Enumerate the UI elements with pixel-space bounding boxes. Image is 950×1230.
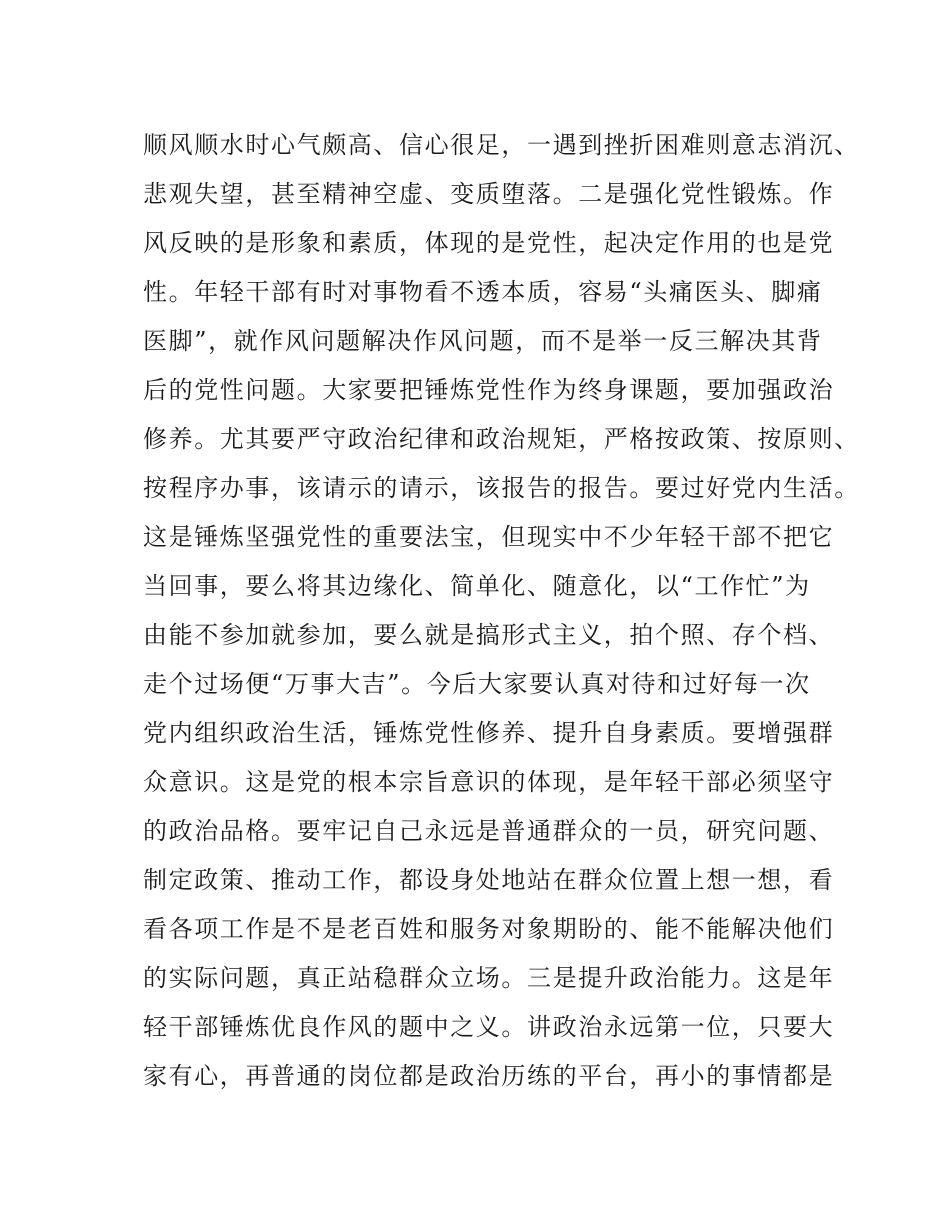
text-line-18: 的实际问题，真正站稳群众立场。三是提升政治能力。这是年 xyxy=(143,964,835,992)
text-line-19: 轻干部锤炼优良作风的题中之义。讲政治永远第一位，只要大 xyxy=(143,1013,835,1041)
body-text xyxy=(143,121,860,1101)
text-line-13: 党内组织政治生活，锤炼党性修养、提升自身素质。要增强群 xyxy=(143,719,835,747)
text-line-16: 制定政策、推动工作，都设身处地站在群众位置上想一想，看 xyxy=(143,866,835,894)
text-line-11: 由能不参加就参加，要么就是搞形式主义，拍个照、存个档、 xyxy=(143,621,835,649)
text-line-14: 众意识。这是党的根本宗旨意识的体现，是年轻干部必须坚守 xyxy=(143,768,835,796)
text-line-6: 后的党性问题。大家要把锤炼党性作为终身课题，要加强政治 xyxy=(143,376,835,404)
text-line-20: 家有心，再普通的岗位都是政治历练的平台，再小的事情都是 xyxy=(143,1062,835,1090)
text-line-15: 的政治品格。要牢记自己永远是普通群众的一员，研究问题、 xyxy=(143,817,835,845)
text-line-1: 顺风顺水时心气颇高、信心很足，一遇到挫折困难则意志消沉、 xyxy=(143,131,860,159)
text-line-3: 风反映的是形象和素质，体现的是党性，起决定作用的也是党 xyxy=(143,229,835,257)
text-line-12: 走个过场便“万事大吉”。今后大家要认真对待和过好每一次 xyxy=(143,670,811,698)
text-line-7: 修养。尤其要严守政治纪律和政治规矩，严格按政策、按原则、 xyxy=(143,425,860,453)
text-line-10: 当回事，要么将其边缘化、简单化、随意化，以“工作忙”为 xyxy=(143,572,811,600)
text-line-8: 按程序办事，该请示的请示，该报告的报告。要过好党内生活。 xyxy=(143,474,860,502)
text-line-5: 医脚”，就作风问题解决作风问题，而不是举一反三解决其背 xyxy=(143,327,823,355)
text-line-9: 这是锤炼坚强党性的重要法宝，但现实中不少年轻干部不把它 xyxy=(143,523,835,551)
text-line-17: 看各项工作是不是老百姓和服务对象期盼的、能不能解决他们 xyxy=(143,915,835,943)
text-line-2: 悲观失望，甚至精神空虚、变质堕落。二是强化党性锻炼。作 xyxy=(143,180,835,208)
text-line-4: 性。年轻干部有时对事物看不透本质，容易“头痛医头、脚痛 xyxy=(143,278,823,306)
